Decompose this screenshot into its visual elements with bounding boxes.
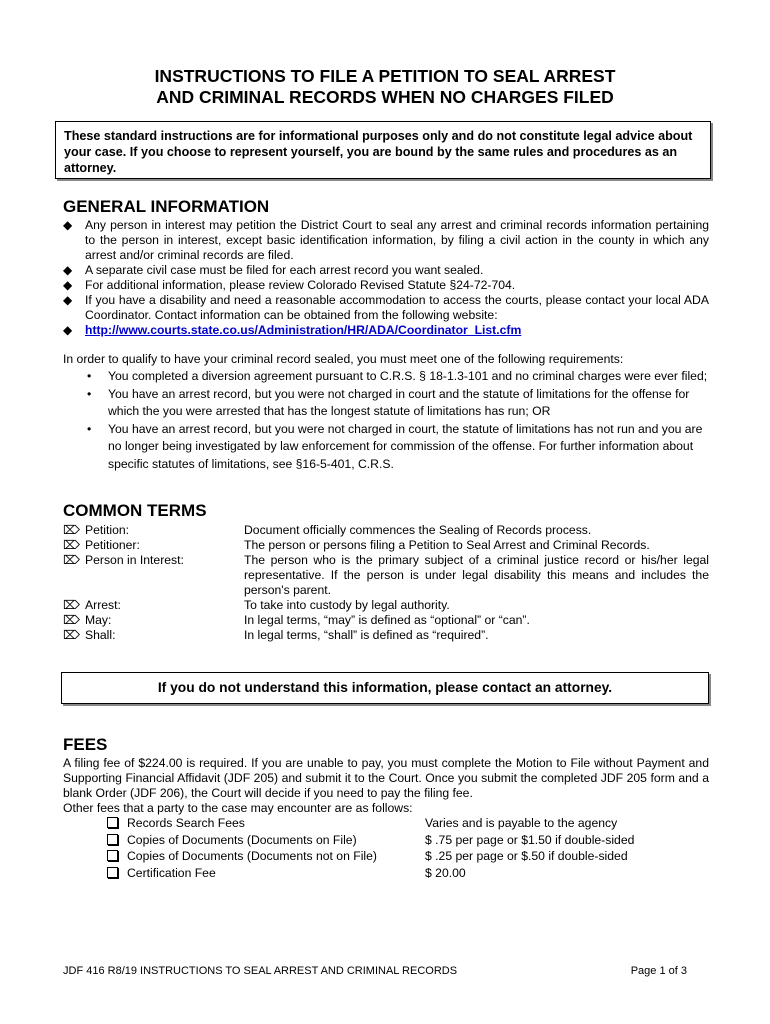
attorney-callout: If you do not understand this information, please contact an attorney. [61,672,709,704]
general-information-heading: GENERAL INFORMATION [63,197,270,216]
disclaimer-box [55,121,711,179]
list-item: ◆ For additional information, please review Colorado Revised Statute §24-72-704. [63,278,516,292]
checkbox-icon [107,867,118,878]
general-information-section [63,218,709,338]
term-row: ⌦ Arrest: To take into custody by legal authority. [63,598,450,612]
checkbox-x-icon: ⌦ [63,613,80,627]
checkbox-icon [107,850,118,861]
fees-paragraph: A filing fee of $224.00 is required. If you are unable to pay, you must complete the Motion to File without Payment and Supporting Financial Affidavit (JDF 205) and submit it to the Court. Once you submit the completed JDF 205 form and a blank Order (JDF 206), the Court will decide if you need to pay the filing fee. [63,756,709,800]
checkbox-icon [107,834,118,845]
common-terms-list [63,523,709,643]
fee-row: Records Search Fees Varies and is payable to the agency [107,815,667,832]
term-row: ⌦ Petition: Document officially commences the Sealing of Records process. [63,523,592,537]
diamond-bullet-icon: ◆ [63,293,73,307]
requirements-list [63,368,709,473]
dot-bullet-icon: • [87,421,92,436]
fee-row: Copies of Documents (Documents on File) $ .75 per page or $1.50 if double-sided [107,832,667,849]
dot-bullet-icon: • [87,386,92,401]
diamond-bullet-icon: ◆ [63,323,73,337]
list-item: ◆ A separate civil case must be filed for each arrest record you want sealed. [63,263,484,277]
checkbox-x-icon: ⌦ [63,598,80,612]
other-fees-intro: Other fees that a party to the case may encounter are as follows: [63,801,413,815]
list-item: • You have an arrest record, but you were not charged in court, the statute of limitations has not run and you are no longer being investigated by law enforcement for commission of the offense. For further information about specific statutes of limitations, see §16-5-401, C.R.S. [87,421,703,471]
ada-coordinator-link[interactable]: http://www.courts.state.co.us/Administration/HR/ADA/Coordinator_List.cfm [85,323,522,337]
title-line-2: AND CRIMINAL RECORDS WHEN NO CHARGES FILED [156,87,614,107]
diamond-bullet-icon: ◆ [63,263,73,277]
common-terms-heading: COMMON TERMS [63,501,207,520]
diamond-bullet-icon: ◆ [63,278,73,292]
checkbox-icon [107,817,118,828]
page-footer [63,965,687,977]
checkbox-x-icon: ⌦ [63,538,80,552]
term-row: ⌦ Person in Interest: The person who is the primary subject of a criminal justice record or his/her legal representative. If the person is under legal disability this means and includes the person's parent. [63,553,709,597]
checkbox-x-icon: ⌦ [63,553,80,567]
fee-row: Copies of Documents (Documents not on File) $ .25 per page or $.50 if double-sided [107,848,667,865]
list-item: • You completed a diversion agreement pursuant to C.R.S. § 18-1.3-101 and no criminal charges were ever filed; [63,368,709,386]
diamond-bullet-icon: ◆ [63,218,73,232]
term-row: ⌦ Petitioner: The person or persons filing a Petition to Seal Arrest and Criminal Records. [63,538,650,552]
list-item: ◆ Any person in interest may petition the District Court to seal any arrest and criminal records information pertaining to the person in interest, except basic identification information, by filing a civil action in the county in which any arrest and/or criminal records are filed. [63,218,709,262]
page-number: Page 1 of 3 [630,965,687,977]
fees-section [63,756,709,816]
checkbox-x-icon: ⌦ [63,628,80,642]
fees-heading: FEES [63,735,108,754]
footer-form-id: JDF 416 R8/19 INSTRUCTIONS TO SEAL ARREST AND CRIMINAL RECORDS [63,965,458,977]
disclaimer-text: These standard instructions are for informational purposes only and do not constitute legal advice about your case. If you choose to represent yourself, you are bound by the same rules and procedures as an attorney. [64,129,693,175]
list-item [63,323,709,338]
fee-list [107,815,667,881]
fee-row: Certification Fee $ 20.00 [107,865,667,882]
document-title [0,66,770,108]
checkbox-x-icon: ⌦ [63,523,80,537]
requirements-intro: In order to qualify to have your criminal record sealed, you must meet one of the following requirements: [63,352,624,366]
list-item: • You have an arrest record, but you were not charged in court and the statute of limitations for the offense for which the you were arrested that has the longest statute of limitations has run; OR [87,386,690,418]
title-line-1: INSTRUCTIONS TO FILE A PETITION TO SEAL ARREST [154,66,616,86]
term-row: ⌦ Shall: In legal terms, “shall” is defined as “required”. [63,628,489,642]
list-item: ◆ If you have a disability and need a reasonable accommodation to access the courts, please contact your local ADA Coordinator. Contact information can be obtained from the following website: [63,293,709,322]
term-row: ⌦ May: In legal terms, “may” is defined as “optional” or “can”. [63,613,530,627]
dot-bullet-icon: • [87,369,92,383]
